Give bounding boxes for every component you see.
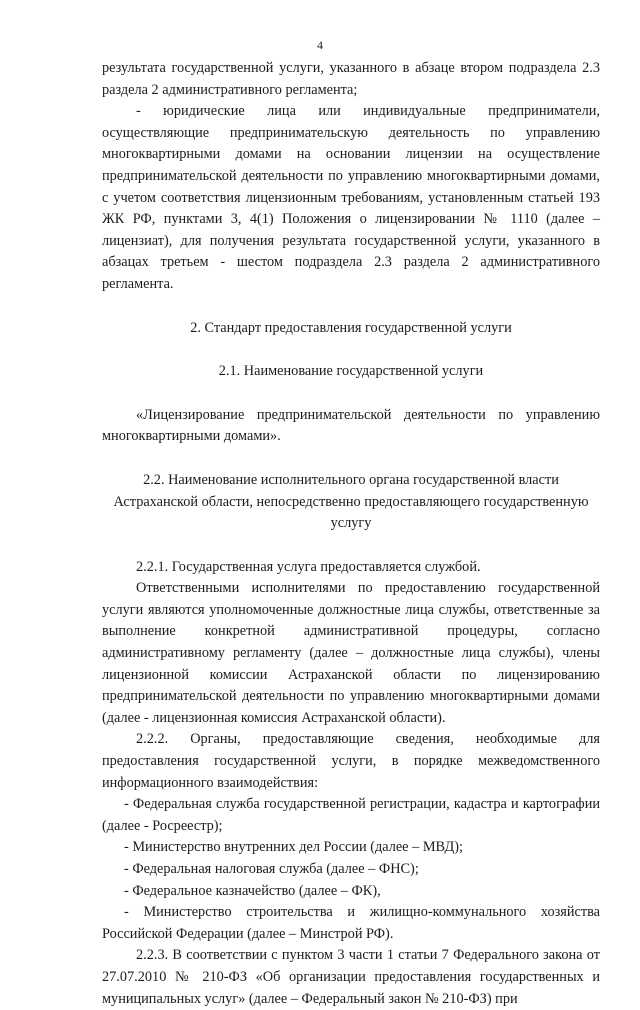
section-heading: 2. Стандарт предоставления государственной услуги — [190, 319, 512, 336]
subsection-heading: 2.1. Наименование государственной услуги — [218, 363, 484, 380]
paragraph: - юридические лица или индивидуальные предприниматели, осуществляющие предпринимательскую деятельность по управлению многоквартирными домами на основании лицензии на осуществление предпринимательской деятельности по управлению многоквартирными домами, с учетом соответствия лицензионным требованиям, установленным статьей 193 ЖК РФ, пунктами 3, 4(1) Положения о лицензировании № 1110 (далее – лицензиат), для получения результата государственной услуги, указанного в абзацах третьем - шестом подраздела 2.3 раздела 2 административного регламента. — [102, 103, 600, 292]
list-item: - Федеральное казначейство (далее – ФК), — [124, 882, 381, 899]
list-item: - Федеральная служба государственной регистрации, кадастра и картографии (далее - Росреестр); — [102, 796, 600, 834]
paragraph: 2.2.2. Органы, предоставляющие сведения, необходимые для предоставления государственной услуги, в порядке межведомственного информационного взаимодействия: — [102, 731, 600, 791]
list-item: - Министерство внутренних дел России (далее – МВД); — [124, 839, 464, 856]
document-body — [102, 58, 600, 1010]
list-item: - Федеральная налоговая служба (далее – ФНС); — [124, 861, 419, 877]
paragraph: Ответственными исполнителями по предоставлению государственной услуги являются уполномоченные должностные лица службы, ответственные за выполнение конкретной административной процедуры, согласно административному регламенту (далее – должностные лица службы), члены лицензионной комиссии Астраханской области по лицензированию предпринимательской деятельности по управлению многоквартирными домами (далее - лицензионная комиссия Астраханской области). — [102, 580, 600, 726]
page-number: 4 — [317, 38, 323, 52]
paragraph: «Лицензирование предпринимательской деятельности по управлению многоквартирными домами». — [102, 406, 600, 445]
paragraph: результата государственной услуги, указанного в абзаце втором подраздела 2.3 раздела 2 административного регламента; — [102, 60, 600, 98]
subsection-heading: 2.2. Наименование исполнительного органа государственной власти Астраханской области, непосредственно предоставляющего государственную услугу — [113, 471, 589, 532]
paragraph: 2.2.3. В соответствии с пунктом 3 части 1 статьи 7 Федерального закона от 27.07.2010 № 210-ФЗ «Об организации предоставления государственных и муниципальных услуг» (далее – Федеральный закон № 210-ФЗ) при — [102, 947, 600, 1007]
paragraph: 2.2.1. Государственная услуга предоставляется службой. — [136, 558, 481, 575]
list-item: - Министерство строительства и жилищно-коммунального хозяйства Российской Федерации (далее – Минстрой РФ). — [102, 904, 600, 942]
